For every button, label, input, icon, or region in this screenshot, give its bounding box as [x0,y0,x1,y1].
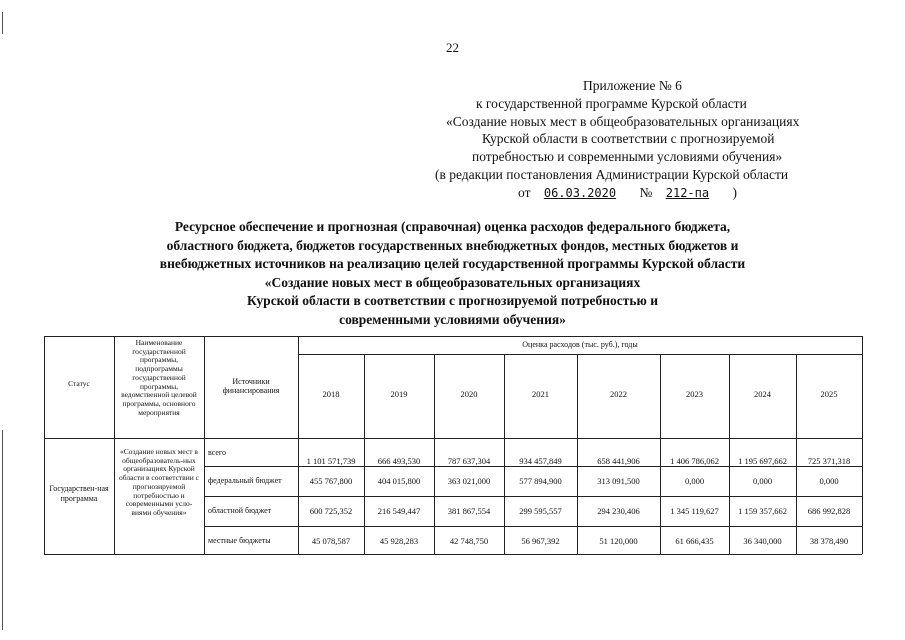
title-line: областного бюджета, бюджетов государственных внебюджетных фондов, местных бюджетов и [166,237,739,253]
appendix-line: «Создание новых мест в общеобразовательных организациях [446,113,800,129]
value-cell: 0,000 [684,476,705,486]
value-cell: 45 928,283 [379,536,419,546]
year-header: 2024 [754,389,771,399]
value-cell: 51 120,000 [599,536,638,546]
value-cell: 299 595,557 [519,506,562,516]
value-cell: 61 666,435 [675,536,714,546]
value-cell: 455 767,800 [309,476,353,486]
year-header: 2023 [686,389,703,399]
close-paren: ) [732,184,737,200]
title-line: Ресурсное обеспечение и прогнозная (справочная) оценка расходов федерального бюджета, [174,219,731,234]
value-cell: 1 345 119,627 [670,506,719,516]
number-label: № [639,184,653,200]
header-estimate: Оценка расходов (тыс. руб.), годы [522,340,638,349]
scan-margin-mark [2,430,3,630]
title-line: внебюджетных источников на реализацию целей государственной программы Курской области [159,256,746,271]
value-cell: 600 725,352 [309,506,353,516]
appendix-line: (в редакции постановления Администрации Курской области [435,166,789,182]
value-cell: 313 091,500 [597,476,640,486]
year-header: 2018 [322,389,340,399]
appendix-line: Приложение № 6 [583,78,682,93]
value-cell: 934 457,849 [519,456,562,466]
title-line: «Создание новых мест в общеобразовательных организациях [264,274,641,290]
appendix-line: к государственной программе Курской области [476,95,747,111]
value-cell: 45 078,587 [311,536,351,546]
value-cell: 216 549,447 [377,506,421,516]
value-cell: 1 159 357,662 [738,506,787,516]
decree-number: 212-па [665,185,710,200]
header-source: Источники финансирования [222,377,280,395]
value-cell: 38 378,490 [809,536,849,546]
title-line: современными условиями обучения» [339,311,566,327]
value-cell: 1 101 571,739 [306,456,356,466]
value-cell: 1 406 786,062 [670,456,719,466]
header-status: Статус [68,379,90,388]
value-cell: 404 015,800 [377,476,421,486]
value-cell: 56 967,392 [521,536,560,546]
page-number: 22 [446,40,459,55]
from-label: от [518,184,531,200]
appendix-line: Курской области в соответствии с прогнозируемой [482,131,775,147]
value-cell: 787 637,304 [447,456,491,466]
value-cell: 658 441,906 [597,456,640,466]
year-header: 2019 [390,389,408,399]
value-cell: 577 894,900 [519,476,562,486]
year-header: 2020 [460,389,478,399]
value-cell: 666 493,530 [377,456,421,466]
value-cell: 363 021,000 [447,476,491,486]
source-cell: федеральный бюджет [208,476,282,485]
value-cell: 0,000 [752,476,773,486]
value-cell: 725 371,318 [807,456,851,466]
document-title [100,218,805,329]
source-cell: всего [208,448,227,457]
value-cell: 0,000 [819,476,839,486]
appendix-line: потребностью и современными условиями обучения» [472,149,783,165]
value-cell: 42 748,750 [449,536,489,546]
value-cell: 381 867,554 [447,506,491,516]
status-cell: Государствен-ная программа [49,484,109,503]
program-name-cell: «Создание новых мест в общеобразователь-ных организациях Курской области в соответствии с прогнозируемой потребностью и современными усло-виями обучения» [119,447,199,517]
source-cell: местные бюджеты [208,536,271,545]
scan-margin-mark [2,12,3,34]
value-cell: 294 230,406 [597,506,640,516]
appendix-date-line [400,184,905,203]
decree-date: 06.03.2020 [543,185,617,200]
appendix-block [400,77,905,203]
header-name: Наименование государственной программы, подпрограммы государственной программы, ведомственной целевой программы, основного мероприятия [121,338,197,417]
resource-table [44,336,862,554]
value-cell: 36 340,000 [743,536,782,546]
year-header: 2022 [610,389,627,399]
year-header: 2025 [820,389,838,399]
year-header: 2021 [532,389,549,399]
title-line: Курской области в соответствии с прогнозируемой потребностью и [246,293,658,308]
source-cell: областной бюджет [208,506,272,515]
value-cell: 686 992,828 [807,506,851,516]
value-cell: 1 195 697,662 [738,456,787,466]
